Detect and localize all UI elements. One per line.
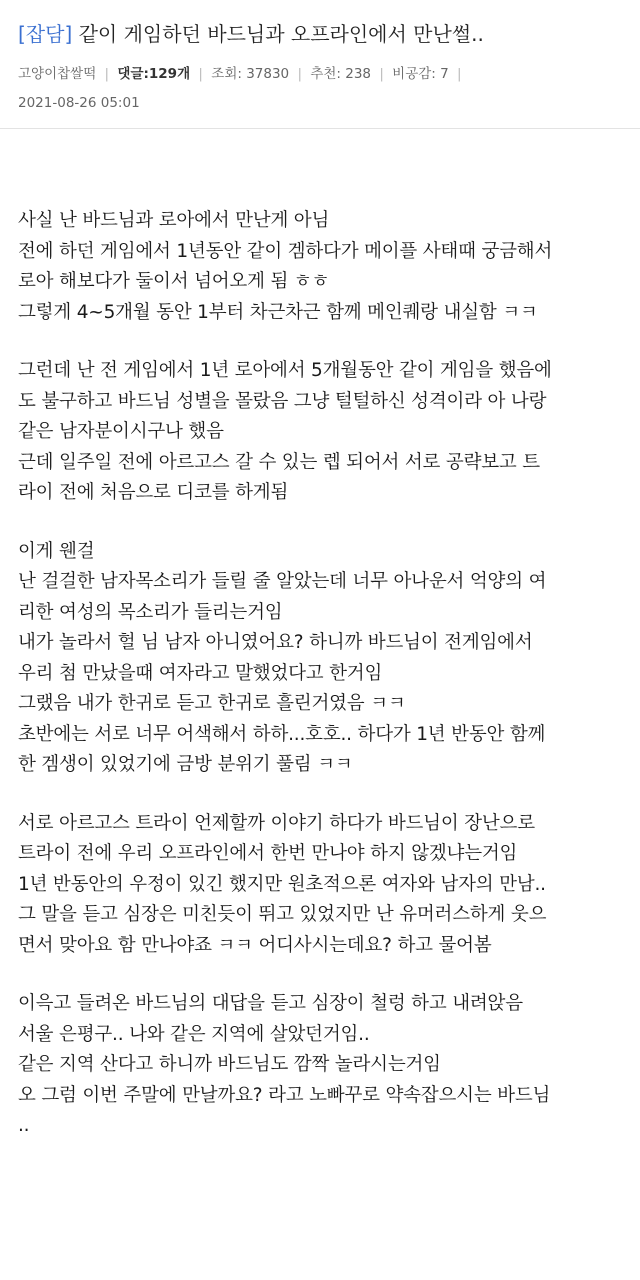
body-text-line: 그 말을 듣고 심장은 미친듯이 뛰고 있었지만 난 유머러스하게 웃으	[18, 904, 547, 925]
body-paragraph	[18, 537, 628, 781]
meta-separator: |	[457, 66, 462, 82]
meta-separator: |	[198, 66, 203, 82]
author-name[interactable]: 고양이찹쌀떡	[18, 66, 97, 82]
body-text-line: 그런데 난 전 게임에서 1년 로아에서 5개월동안 같이 게임을 했음에	[18, 360, 552, 381]
body-paragraph	[18, 809, 628, 962]
body-text-line: 우리 첨 만났을때 여자라고 말했었다고 한거임	[18, 662, 383, 684]
body-text-line: 리한 여성의 목소리가 들리는거임	[18, 601, 283, 623]
body-text-line: 같은 남자분이시구나 했음	[18, 421, 224, 442]
body-text-line: 로아 해보다가 둘이서 넘어오게 됨 ㅎㅎ	[18, 271, 330, 292]
body-paragraph	[18, 206, 628, 328]
body-text-line: 같은 지역 산다고 하니까 바드님도 깜짝 놀라시는거임	[18, 1054, 441, 1075]
post-date: 2021-08-26 05:01	[18, 95, 140, 111]
post-body	[18, 206, 628, 1170]
body-text-line: 그랬음 내가 한귀로 듣고 한귀로 흘린거였음 ㅋㅋ	[18, 693, 406, 714]
body-text-line: 이윽고 들려온 바드님의 대답을 듣고 심장이 철렁 하고 내려앉음	[18, 993, 523, 1014]
post-category[interactable]: [잡담]	[18, 22, 73, 46]
body-text-line: 전에 하던 게임에서 1년동안 같이 겜하다가 메이플 사태때 궁금해서	[18, 240, 553, 262]
meta-separator: |	[104, 66, 110, 82]
body-text-line: 이게 웬걸	[18, 540, 95, 562]
comments-label[interactable]: 댓글:	[117, 66, 149, 82]
body-text-line: 면서 맞아요 함 만나야죠 ㅋㅋ 어디사시는데요? 하고 물어봄	[18, 934, 492, 956]
body-text-line: 1년 반동안의 우정이 있긴 했지만 원초적으론 여자와 남자의 만남..	[18, 873, 546, 895]
body-text-line: 라이 전에 처음으로 디코를 하게됨	[18, 482, 289, 503]
body-text-line: 한 겜생이 있었기에 금방 분위기 풀림 ㅋㅋ	[18, 754, 353, 775]
post-title-row	[18, 20, 484, 48]
body-text-line: 도 불구하고 바드님 성별을 몰랐음 그냥 털털하신 성격이라 아 나랑	[18, 390, 547, 412]
body-text-line: ..	[18, 1115, 30, 1136]
post-header	[0, 0, 640, 129]
body-text-line: 근데 일주일 전에 아르고스 갈 수 있는 렙 되어서 서로 공략보고 트	[18, 451, 540, 473]
view-count: 조회: 37830	[211, 66, 290, 82]
body-text-line: 트라이 전에 우리 오프라인에서 한번 만나야 하지 않겠냐는거임	[18, 843, 518, 864]
body-text-line: 내가 놀라서 헐 님 남자 아니였어요? 하니까 바드님이 전게임에서	[18, 632, 533, 653]
post-meta	[18, 64, 466, 84]
meta-separator: |	[297, 66, 303, 82]
body-paragraph	[18, 356, 628, 509]
comments-count[interactable]: 129개	[148, 66, 191, 82]
body-text-line: 그렇게 4~5개월 동안 1부터 차근차근 함께 메인퀘랑 내실함 ㅋㅋ	[18, 301, 538, 323]
body-text-line: 난 걸걸한 남자목소리가 들릴 줄 알았는데 너무 아나운서 억양의 여	[18, 571, 547, 592]
body-text-line: 초반에는 서로 너무 어색해서 하하...호호.. 하다가 1년 반동안 함께	[18, 723, 546, 745]
body-paragraph	[18, 989, 628, 1142]
body-text-line: 오 그럼 이번 주말에 만날까요? 라고 노빠꾸로 약속잡으시는 바드님	[18, 1084, 551, 1106]
dislike-count: 비공감: 7	[392, 66, 449, 82]
post-title: 같이 게임하던 바드님과 오프라인에서 만난썰..	[78, 22, 484, 46]
body-text-line: 서울 은평구.. 나와 같은 지역에 살았던거임..	[18, 1023, 370, 1045]
recommend-count: 추천: 238	[310, 66, 372, 82]
meta-separator: |	[379, 66, 384, 82]
body-text-line: 사실 난 바드님과 로아에서 만난게 아님	[18, 210, 330, 231]
body-text-line: 서로 아르고스 트라이 언제할까 이야기 하다가 바드님이 장난으로	[18, 812, 535, 834]
